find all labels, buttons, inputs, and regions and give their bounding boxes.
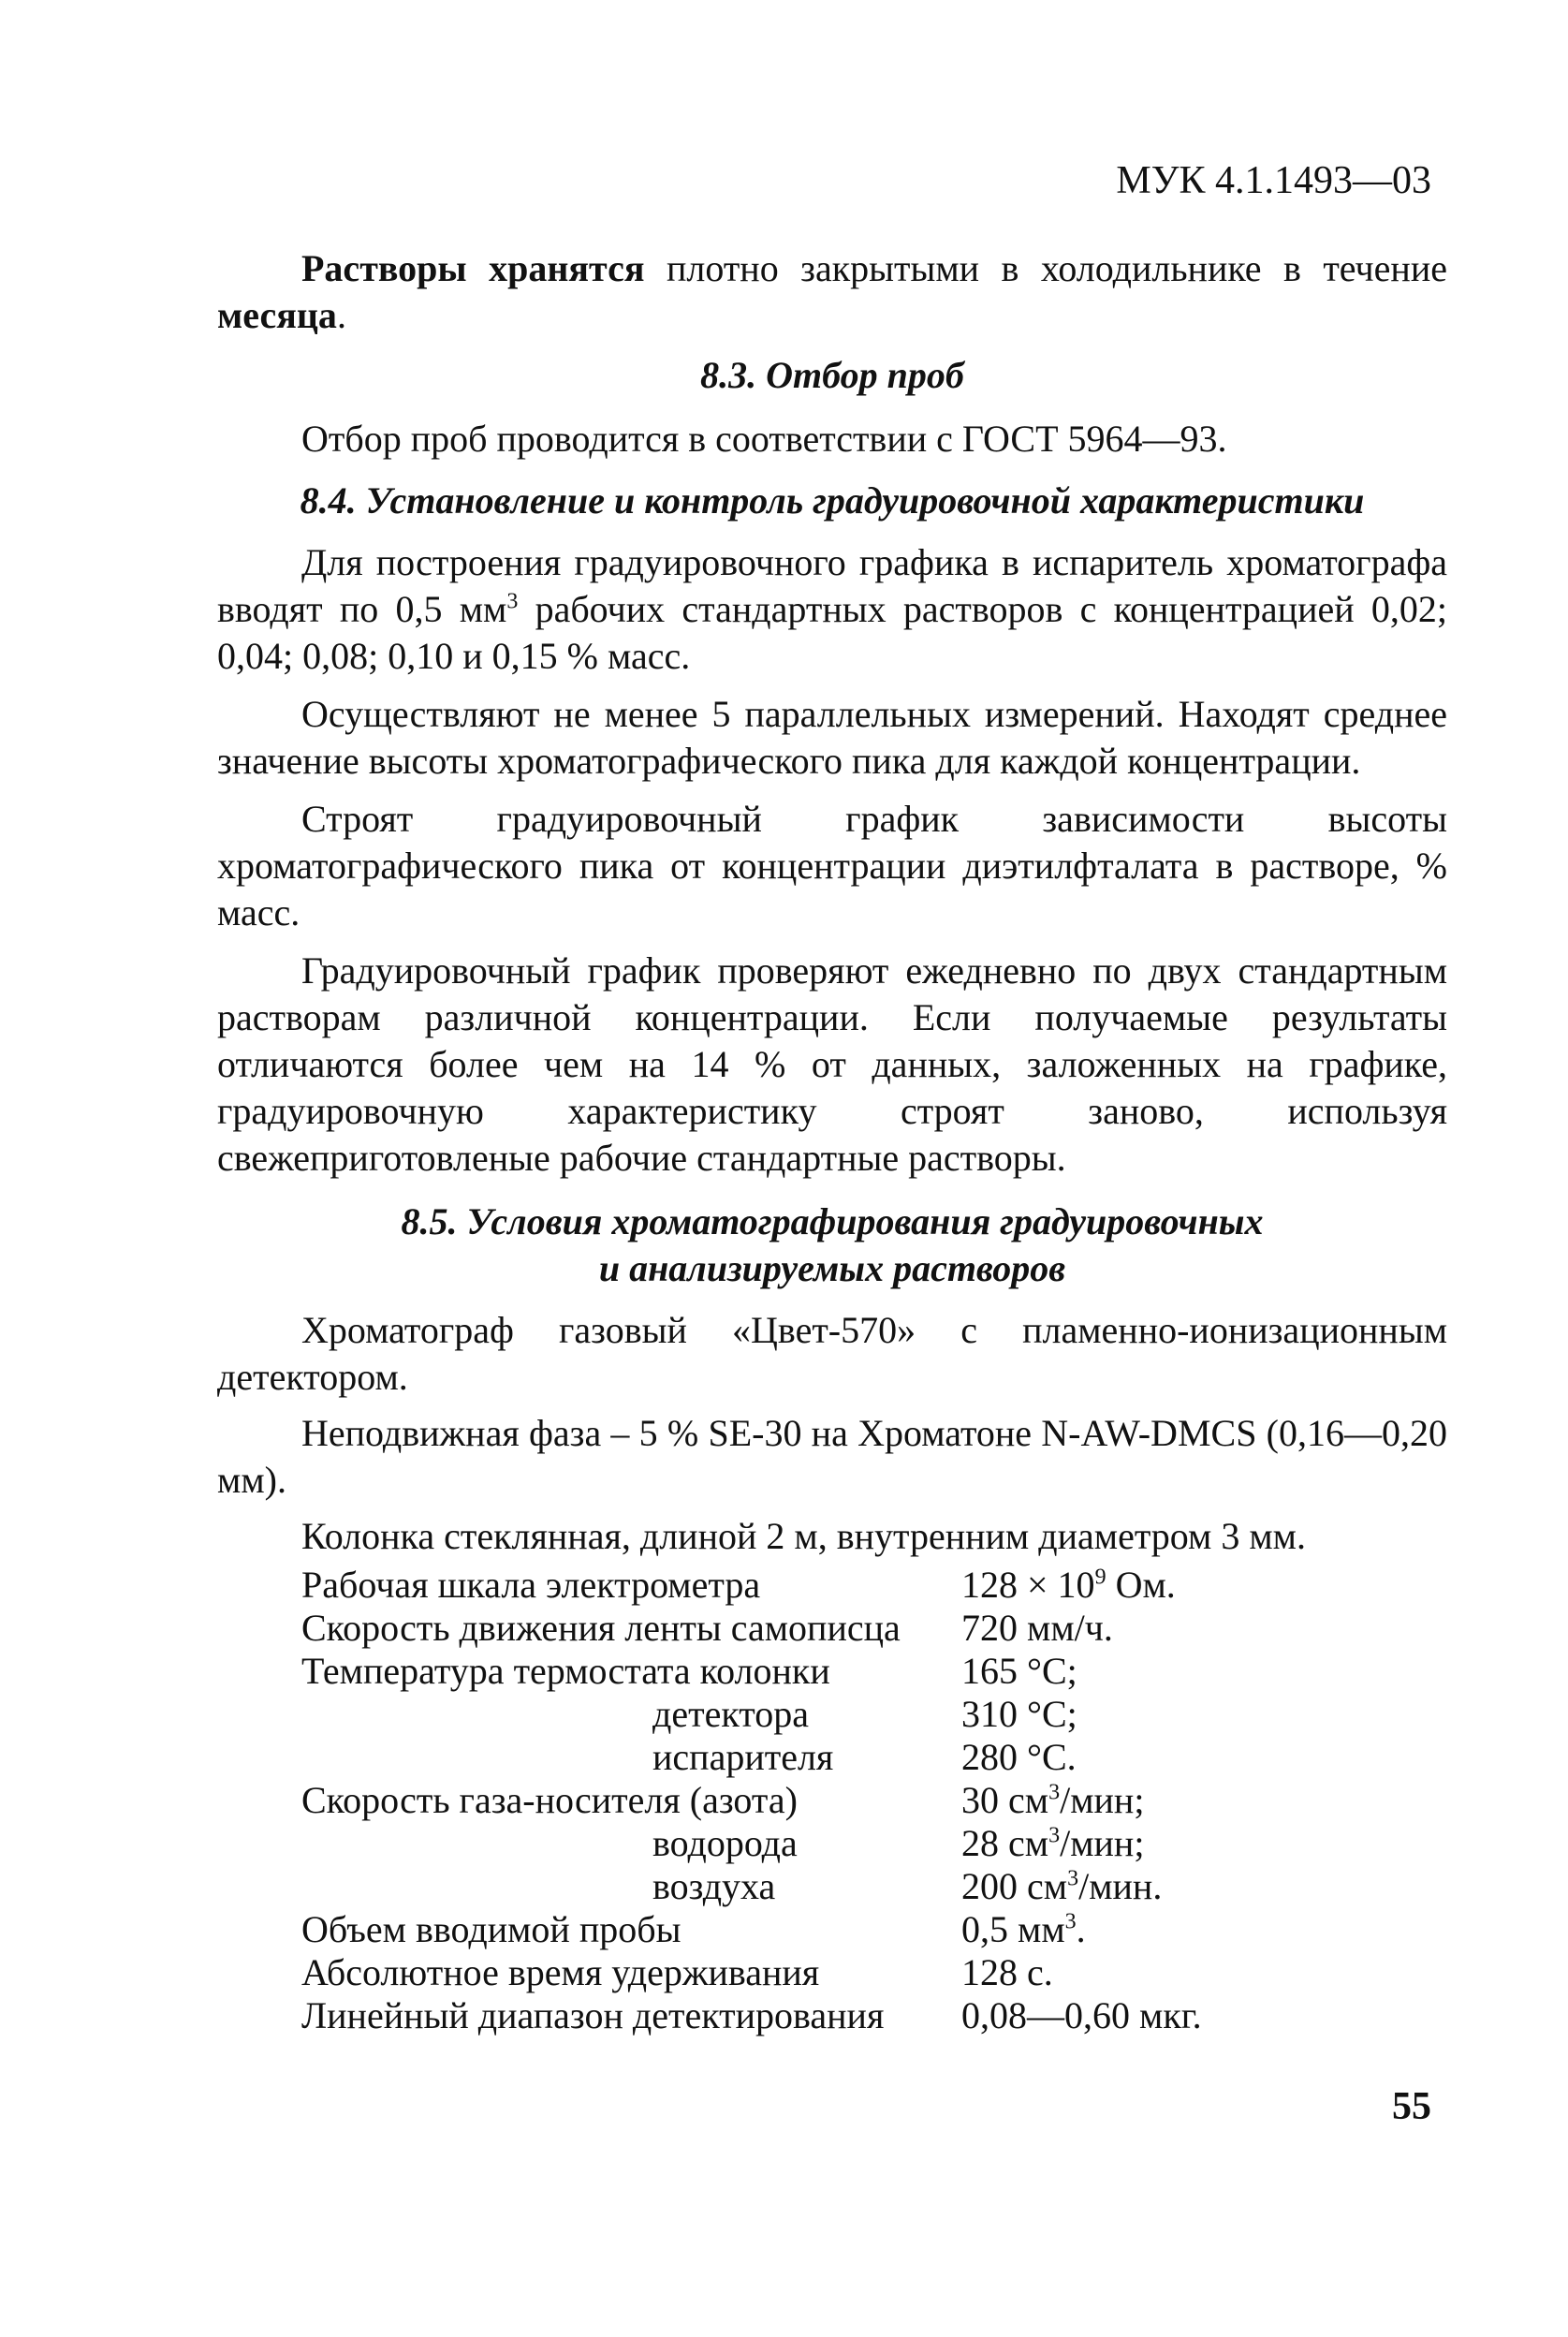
section-heading-8-5-line1: 8.5. Условия хроматографирования градуировочных: [401, 1200, 1264, 1242]
paragraph-storage: [217, 245, 1447, 339]
row-value: 0,08—0,60 мкг.: [961, 1994, 1202, 2036]
row-label: Скорость движения ленты самописца: [301, 1607, 901, 1649]
paragraph-8-4-2: Осуществляют не менее 5 параллельных измерений. Находят среднее значение высоты хроматографического пика для каждой концентрации.: [217, 693, 1447, 782]
parameters-table: [217, 1562, 1447, 2036]
row-value: 128 с.: [961, 1951, 1053, 1993]
superscript-mm3: 3: [506, 589, 519, 614]
document-body: [217, 245, 1447, 2036]
row-label: испарителя: [652, 1736, 834, 1778]
text-storage-c: месяца: [217, 294, 337, 336]
row-value: 30 $см^3$/мин;: [961, 1779, 1145, 1821]
row-label: Линейный диапазон детектирования: [301, 1994, 885, 2036]
row-value: 280 °С.: [961, 1736, 1077, 1778]
table-row: [217, 1648, 1447, 1691]
text-8-4-1-b: рабочих стандартных растворов с концентрацией 0,02; 0,04; 0,08; 0,10 и 0,15 % масс.: [217, 588, 1447, 677]
text-storage-d: .: [336, 294, 346, 336]
table-row: [217, 1777, 1447, 1820]
paragraph-8-3-1: Отбор проб проводится в соответствии с ГОСТ 5964—93.: [301, 418, 1227, 460]
table-row: [217, 1863, 1447, 1906]
paragraph-8-5-1: Хроматограф газовый «Цвет-570» с пламенно-ионизационным детектором.: [217, 1309, 1447, 1398]
table-row: [217, 1562, 1447, 1605]
table-row: [217, 1949, 1447, 1992]
section-heading-8-5-line2: и анализируемых растворов: [598, 1247, 1066, 1289]
row-label: Рабочая шкала электрометра: [301, 1564, 761, 1606]
row-value: 0,5 $мм^3$.: [961, 1908, 1086, 1950]
section-heading-8-4: 8.4. Установление и контроль градуировочной характеристики: [300, 479, 1365, 522]
text-storage-a: Растворы хранятся: [301, 247, 645, 289]
row-value: 28 $см^3$/мин;: [961, 1822, 1145, 1864]
text-8-4-1-a: Для построения градуировочного графика в испаритель хроматографа вводят по 0,5 мм: [217, 541, 1447, 630]
paragraph-8-5-3: Колонка стеклянная, длиной 2 м, внутренним диаметром 3 мм.: [301, 1515, 1306, 1557]
row-value: 720 мм/ч.: [961, 1607, 1113, 1649]
paragraph-8-5-2: Неподвижная фаза – 5 % SE-30 на Хроматоне N-AW-DMCS (0,16—0,20 мм).: [217, 1412, 1447, 1501]
table-row: [217, 1691, 1447, 1734]
section-heading-8-3: 8.3. Отбор проб: [700, 354, 964, 396]
section-heading-8-5: [217, 1198, 1447, 1292]
row-label: Объем вводимой пробы: [301, 1908, 681, 1950]
row-value: 310 °С;: [961, 1693, 1077, 1735]
table-row: [217, 1820, 1447, 1863]
table-row: [217, 1992, 1447, 2036]
row-label: Абсолютное время удерживания: [301, 1951, 820, 1993]
table-row: [217, 1906, 1447, 1949]
table-row: [217, 1605, 1447, 1648]
table-row: [217, 1734, 1447, 1777]
row-label: Температура термостата колонки: [301, 1650, 830, 1692]
row-label: детектора: [652, 1693, 809, 1735]
paragraph-8-4-1: [217, 539, 1447, 680]
row-label: водорода: [652, 1822, 798, 1864]
row-value: $128 \times 10^9$ Ом.: [961, 1564, 1176, 1606]
row-label: Скорость газа-носителя (азота): [301, 1779, 798, 1821]
document-code: МУК 4.1.1493—03: [1116, 159, 1431, 202]
page-number: 55: [1392, 2085, 1431, 2128]
row-label: воздуха: [652, 1865, 776, 1907]
text-storage-b: плотно закрытыми в холодильнике в течение: [644, 247, 1447, 289]
row-value: 165 °С;: [961, 1650, 1077, 1692]
paragraph-8-4-3: Строят градуировочный график зависимости высоты хроматографического пика от концентрации диэтилфталата в растворе, % масс.: [217, 798, 1447, 933]
row-value: 200 $см^3$/мин.: [961, 1865, 1163, 1907]
paragraph-8-4-4: Градуировочный график проверяют ежедневно по двух стандартным растворам различной концентрации. Если получаемые результаты отличаются более чем на 14 % от данных, заложенных на графике, градуировочную характеристику строят заново, используя свежеприготовленые рабочие стандартные растворы.: [217, 949, 1447, 1179]
